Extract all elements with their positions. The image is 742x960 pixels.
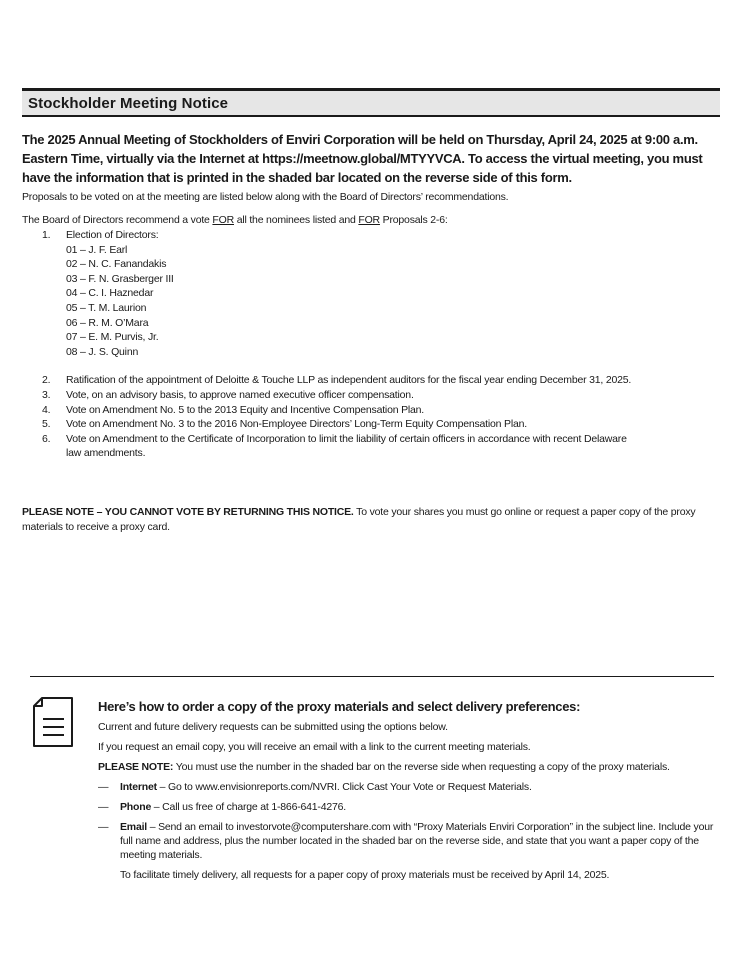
- dash: —: [98, 821, 109, 833]
- please-note-label: PLEASE NOTE:: [98, 761, 174, 773]
- proposal-4: [22, 403, 722, 418]
- proposal-text-line-2: law amendments.: [66, 447, 146, 460]
- proposal-text: Vote on Amendment No. 5 to the 2013 Equity and Incentive Compensation Plan.: [66, 403, 424, 416]
- method-text: [120, 800, 722, 814]
- proposal-number: 2.: [42, 374, 51, 387]
- section-divider: [30, 676, 714, 677]
- proposal-1: [22, 228, 722, 243]
- order-line-2: If you request an email copy, you will receive an email with a link to the current meeting materials.: [98, 741, 531, 753]
- method-detail: – Call us free of charge at 1-866-641-4276.: [151, 801, 347, 813]
- proposal-number: 4.: [42, 403, 51, 416]
- method-label: Internet: [120, 781, 157, 793]
- document-icon: [32, 696, 74, 748]
- proposal-text: Election of Directors:: [66, 229, 159, 241]
- proposal-3: [22, 388, 722, 403]
- nominee: 03 – F. N. Grasberger III: [66, 272, 174, 285]
- method-label: Email: [120, 821, 148, 833]
- order-line-1: Current and future delivery requests can be submitted using the options below.: [98, 721, 448, 733]
- title-bar: [22, 88, 720, 117]
- method-text: [120, 820, 722, 862]
- board-for-1: FOR: [212, 214, 234, 226]
- proposal-number: 1.: [42, 229, 51, 241]
- proposal-list: [22, 228, 722, 461]
- nominee: 04 – C. I. Haznedar: [66, 287, 154, 300]
- method-phone: [98, 800, 722, 814]
- proposal-text: Vote, on an advisory basis, to approve named executive officer compensation.: [66, 388, 414, 401]
- dash: —: [98, 781, 109, 793]
- voting-note-bold: PLEASE NOTE – YOU CANNOT VOTE BY RETURNING THIS NOTICE.: [22, 506, 354, 518]
- order-section: [98, 697, 722, 888]
- nominee: 05 – T. M. Laurion: [66, 301, 147, 314]
- proposal-text: Vote on Amendment No. 3 to the 2016 Non-Employee Directors’ Long-Term Equity Compensation Plan.: [66, 418, 527, 431]
- board-recommendation: [22, 213, 722, 227]
- delivery-deadline: To facilitate timely delivery, all requests for a paper copy of proxy materials must be received by April 14, 2025.: [120, 869, 610, 881]
- board-mid: all the nominees listed and: [234, 214, 359, 226]
- board-for-2: FOR: [358, 214, 380, 226]
- page-title: Stockholder Meeting Notice: [28, 95, 229, 112]
- proposal-text: Ratification of the appointment of Deloitte & Touche LLP as independent auditors for the fiscal year ending December 31, 2025.: [66, 374, 632, 387]
- board-pre: The Board of Directors recommend a vote: [22, 214, 213, 226]
- proposal-2: [22, 373, 722, 388]
- spacer: [22, 359, 722, 373]
- proposal-number: 5.: [42, 418, 51, 431]
- proposal-5: [22, 417, 722, 432]
- nominee: 07 – E. M. Purvis, Jr.: [66, 331, 159, 344]
- method-label: Phone: [120, 801, 152, 813]
- please-note-text: You must use the number in the shaded bar on the reverse side when requesting a copy of the proxy materials.: [173, 761, 670, 773]
- method-text: [120, 780, 722, 794]
- voting-note-text: To vote your shares you must go online or request a paper copy of the proxy materials to receive a proxy card.: [22, 506, 696, 533]
- meeting-intro: The 2025 Annual Meeting of Stockholders of Enviri Corporation will be held on Thursday, April 24, 2025 at 9:00 a.m. Eastern Time, virtually via the Internet at https://meetnow.global/MTYYVCA. To access the virtual meeting, you must have the information that is printed in the shaded bar located on the reverse side of this form.: [22, 132, 703, 185]
- nominee: 01 – J. F. Earl: [66, 243, 128, 256]
- nominee: 02 – N. C. Fanandakis: [66, 258, 167, 271]
- method-internet: [98, 780, 722, 794]
- proposal-6: [22, 432, 722, 461]
- nominee: 06 – R. M. O’Mara: [66, 316, 149, 329]
- proposal-text-line-1: Vote on Amendment to the Certificate of Incorporation to limit the liability of certain officers in accordance with recent Delaware: [66, 432, 627, 445]
- proposal-number: 6.: [42, 432, 51, 445]
- please-note: [98, 760, 722, 774]
- method-detail: – Send an email to investorvote@computershare.com with “Proxy Materials Enviri Corporation” in the subject line. Include your full name and address, plus the number located in the shaded bar on the reverse side, and state that you want a paper copy of the meeting materials.: [120, 821, 714, 861]
- proposals-intro: Proposals to be voted on at the meeting are listed below along with the Board of Directors’ recommendations.: [22, 191, 509, 203]
- order-heading: Here’s how to order a copy of the proxy materials and select delivery preferences:: [98, 699, 581, 714]
- nominee: 08 – J. S. Quinn: [66, 345, 139, 358]
- method-detail: – Go to www.envisionreports.com/NVRI. Click Cast Your Vote or Request Materials.: [156, 781, 532, 793]
- board-post: Proposals 2-6:: [379, 214, 448, 226]
- proposal-number: 3.: [42, 388, 51, 401]
- voting-note: [22, 505, 722, 535]
- dash: —: [98, 801, 109, 813]
- method-email: [98, 820, 722, 862]
